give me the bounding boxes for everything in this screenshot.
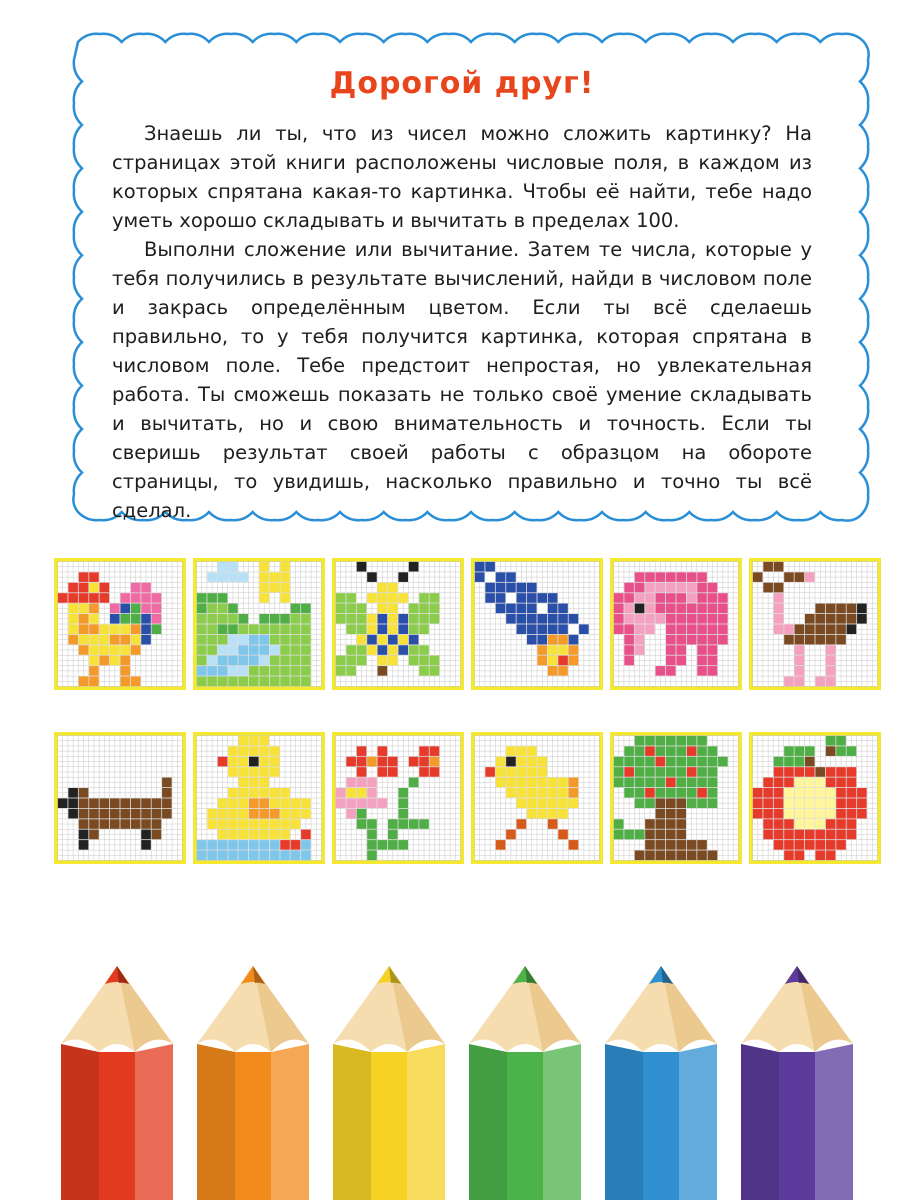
letter-paragraph-2: Выполни сложение или вычитание. Затем те числа, которые у тебя получились в результате вычислений, найди в числовом поле и закрась определённым цветом. Если ты всё сделаешь правильно, то у тебя получится картинка, которая спрятана в числовом поле. Тебе предстоит непростая, но увлекательная работа. Ты сможешь показать не только своё умение складывать и вычитать, но и свою внимательность и точность. Если ты сверишь результат своей работы с образцом на обороте страницы, то увидишь, насколько правильно и точно ты всё сделал. [112, 238, 812, 522]
yellow-pencil-icon [333, 966, 445, 1200]
blue-pencil-icon [605, 966, 717, 1200]
green-pencil-icon [469, 966, 581, 1200]
letter-heading: Дорогой друг! [329, 66, 595, 101]
purple-pencil-icon [741, 966, 853, 1200]
letter-paragraph-1: Знаешь ли ты, что из чисел можно сложить картинку? На страницах этой книги расположены числовые поля, в каждом из которых спрятана какая-то картинка. Чтобы её найти, тебе надо уметь хорошо складывать и вычитать в пределах 100. [112, 122, 812, 232]
orange-pencil-icon [197, 966, 309, 1200]
red-pencil-icon [61, 966, 173, 1200]
